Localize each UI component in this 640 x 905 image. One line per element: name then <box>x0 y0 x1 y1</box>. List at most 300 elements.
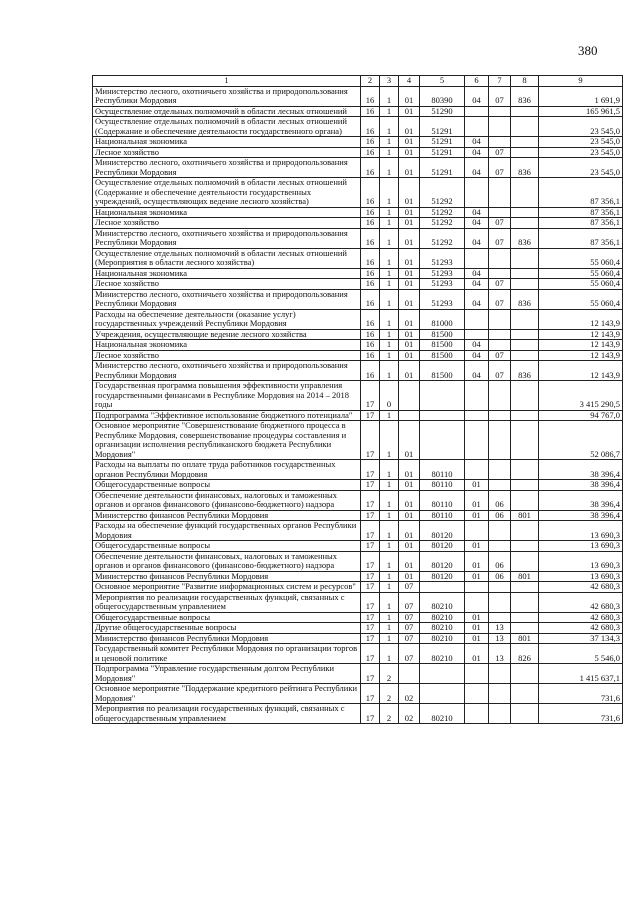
code-2-cell: 16 <box>361 147 380 158</box>
code-2-cell: 17 <box>361 704 380 724</box>
code-8-cell <box>511 381 539 411</box>
table-row <box>93 623 623 634</box>
code-2-cell: 17 <box>361 410 380 421</box>
code-6-cell: 01 <box>465 510 489 521</box>
table-row <box>93 361 623 381</box>
code-2-cell: 16 <box>361 248 380 268</box>
code-6-cell: 04 <box>465 137 489 148</box>
code-3-cell: 1 <box>380 592 399 612</box>
amount-cell: 3 415 290,5 <box>539 381 623 411</box>
item-name-cell: Государственный комитет Республики Мордовия по организации торгов и ценовой политике <box>93 644 361 664</box>
code-6-cell: 01 <box>465 612 489 623</box>
code-4-cell: 02 <box>399 684 420 704</box>
code-2-cell: 16 <box>361 340 380 351</box>
code-5-cell: 51292 <box>420 207 465 218</box>
code-5-cell: 51293 <box>420 248 465 268</box>
item-name-cell: Подпрограмма "Управление государственным долгом Республики Мордовия" <box>93 664 361 684</box>
code-7-cell <box>489 117 511 137</box>
code-7-cell: 13 <box>489 633 511 644</box>
amount-cell: 42 680,3 <box>539 623 623 634</box>
code-5-cell <box>420 684 465 704</box>
code-8-cell: 836 <box>511 86 539 106</box>
column-header: 4 <box>399 76 420 87</box>
code-7-cell: 07 <box>489 228 511 248</box>
code-5-cell: 51291 <box>420 147 465 158</box>
code-4-cell: 07 <box>399 582 420 593</box>
code-7-cell <box>489 309 511 329</box>
code-3-cell: 1 <box>380 571 399 582</box>
code-6-cell: 01 <box>465 551 489 571</box>
amount-cell: 1 415 637,1 <box>539 664 623 684</box>
item-name-cell: Общегосударственные вопросы <box>93 541 361 552</box>
code-8-cell <box>511 329 539 340</box>
code-7-cell <box>489 480 511 491</box>
code-5-cell: 51292 <box>420 178 465 208</box>
code-2-cell: 17 <box>361 460 380 480</box>
code-5-cell: 80210 <box>420 592 465 612</box>
code-8-cell: 826 <box>511 644 539 664</box>
code-5-cell: 80210 <box>420 644 465 664</box>
column-header: 6 <box>465 76 489 87</box>
code-7-cell: 13 <box>489 644 511 664</box>
code-5-cell: 51293 <box>420 268 465 279</box>
amount-cell: 12 143,9 <box>539 340 623 351</box>
item-name-cell: Министерство финансов Республики Мордовия <box>93 571 361 582</box>
amount-cell: 12 143,9 <box>539 361 623 381</box>
amount-cell: 55 060,4 <box>539 289 623 309</box>
code-5-cell <box>420 410 465 421</box>
table-body <box>93 86 623 724</box>
table-row <box>93 158 623 178</box>
item-name-cell: Расходы на обеспечение функций государственных органов Республики Мордовия <box>93 521 361 541</box>
code-2-cell: 17 <box>361 633 380 644</box>
code-8-cell <box>511 218 539 229</box>
code-3-cell: 1 <box>380 248 399 268</box>
code-4-cell: 01 <box>399 541 420 552</box>
code-4-cell: 07 <box>399 623 420 634</box>
column-header: 7 <box>489 76 511 87</box>
code-6-cell: 04 <box>465 279 489 290</box>
code-4-cell: 01 <box>399 340 420 351</box>
code-5-cell: 80120 <box>420 521 465 541</box>
code-2-cell: 16 <box>361 329 380 340</box>
code-6-cell: 04 <box>465 268 489 279</box>
code-6-cell <box>465 664 489 684</box>
code-7-cell: 07 <box>489 218 511 229</box>
code-5-cell: 80120 <box>420 571 465 582</box>
table-row <box>93 137 623 148</box>
code-5-cell: 80110 <box>420 480 465 491</box>
code-4-cell: 01 <box>399 158 420 178</box>
code-7-cell: 06 <box>489 510 511 521</box>
table-row <box>93 279 623 290</box>
code-6-cell <box>465 329 489 340</box>
code-6-cell <box>465 592 489 612</box>
code-2-cell: 16 <box>361 279 380 290</box>
item-name-cell: Лесное хозяйство <box>93 279 361 290</box>
code-6-cell <box>465 178 489 208</box>
item-name-cell: Лесное хозяйство <box>93 350 361 361</box>
item-name-cell: Основное мероприятие "Развитие информационных систем и ресурсов" <box>93 582 361 593</box>
code-7-cell: 07 <box>489 86 511 106</box>
code-2-cell: 17 <box>361 381 380 411</box>
code-5-cell: 80210 <box>420 633 465 644</box>
item-name-cell: Осуществление отдельных полномочий в области лесных отношений (Мероприятия в области лесного хозяйства) <box>93 248 361 268</box>
code-4-cell: 07 <box>399 612 420 623</box>
code-3-cell: 1 <box>380 480 399 491</box>
code-3-cell: 1 <box>380 623 399 634</box>
code-6-cell <box>465 410 489 421</box>
table-row <box>93 460 623 480</box>
column-header: 5 <box>420 76 465 87</box>
code-6-cell: 01 <box>465 541 489 552</box>
code-2-cell: 17 <box>361 664 380 684</box>
code-8-cell <box>511 582 539 593</box>
code-6-cell: 01 <box>465 571 489 582</box>
item-name-cell: Учреждения, осуществляющие ведение лесного хозяйства <box>93 329 361 340</box>
code-7-cell <box>489 410 511 421</box>
code-4-cell: 01 <box>399 350 420 361</box>
item-name-cell: Осуществление отдельных полномочий в области лесных отношений <box>93 106 361 117</box>
table-row <box>93 117 623 137</box>
code-7-cell <box>489 704 511 724</box>
code-3-cell: 1 <box>380 228 399 248</box>
item-name-cell: Государственная программа повышения эффективности управления государственными финансами в Республике Мордовия на 2014 – 2018 годы <box>93 381 361 411</box>
item-name-cell: Министерство лесного, охотничьего хозяйства и природопользования Республики Мордовия <box>93 228 361 248</box>
code-3-cell: 1 <box>380 644 399 664</box>
code-8-cell <box>511 106 539 117</box>
code-4-cell: 01 <box>399 248 420 268</box>
table-row <box>93 248 623 268</box>
amount-cell: 23 545,0 <box>539 117 623 137</box>
amount-cell: 87 356,1 <box>539 178 623 208</box>
code-7-cell <box>489 582 511 593</box>
code-4-cell: 01 <box>399 329 420 340</box>
budget-table <box>92 75 623 724</box>
table-row <box>93 381 623 411</box>
code-4-cell: 01 <box>399 309 420 329</box>
code-2-cell: 16 <box>361 361 380 381</box>
code-7-cell <box>489 612 511 623</box>
code-6-cell <box>465 106 489 117</box>
code-5-cell: 51291 <box>420 137 465 148</box>
code-3-cell: 1 <box>380 510 399 521</box>
amount-cell: 87 356,1 <box>539 228 623 248</box>
code-4-cell: 01 <box>399 218 420 229</box>
code-6-cell: 01 <box>465 480 489 491</box>
table-row <box>93 521 623 541</box>
code-5-cell: 81000 <box>420 309 465 329</box>
code-2-cell: 17 <box>361 541 380 552</box>
code-7-cell <box>489 664 511 684</box>
code-3-cell: 1 <box>380 551 399 571</box>
table-row <box>93 289 623 309</box>
code-6-cell <box>465 248 489 268</box>
code-2-cell: 17 <box>361 612 380 623</box>
code-3-cell: 0 <box>380 381 399 411</box>
code-3-cell: 1 <box>380 541 399 552</box>
code-3-cell: 1 <box>380 137 399 148</box>
amount-cell: 13 690,3 <box>539 521 623 541</box>
code-2-cell: 16 <box>361 289 380 309</box>
code-4-cell: 01 <box>399 86 420 106</box>
code-8-cell <box>511 521 539 541</box>
table-row <box>93 410 623 421</box>
code-6-cell: 01 <box>465 633 489 644</box>
amount-cell: 42 680,3 <box>539 592 623 612</box>
code-8-cell <box>511 490 539 510</box>
code-3-cell: 1 <box>380 218 399 229</box>
table-row <box>93 633 623 644</box>
code-2-cell: 16 <box>361 178 380 208</box>
code-7-cell: 06 <box>489 571 511 582</box>
code-7-cell: 07 <box>489 350 511 361</box>
code-8-cell <box>511 592 539 612</box>
code-3-cell: 1 <box>380 279 399 290</box>
table-row <box>93 664 623 684</box>
code-6-cell <box>465 421 489 460</box>
item-name-cell: Мероприятия по реализации государственных функций, связанных с общегосударственным управлением <box>93 704 361 724</box>
code-4-cell: 01 <box>399 178 420 208</box>
code-6-cell: 04 <box>465 218 489 229</box>
code-5-cell: 80210 <box>420 623 465 634</box>
code-6-cell: 04 <box>465 340 489 351</box>
amount-cell: 42 680,3 <box>539 582 623 593</box>
code-3-cell: 2 <box>380 664 399 684</box>
code-8-cell: 836 <box>511 289 539 309</box>
amount-cell: 23 545,0 <box>539 147 623 158</box>
code-5-cell <box>420 582 465 593</box>
code-3-cell: 1 <box>380 147 399 158</box>
item-name-cell: Обеспечение деятельности финансовых, налоговых и таможенных органов и органов финансового (финансово-бюджетного) надзора <box>93 551 361 571</box>
item-name-cell: Национальная экономика <box>93 207 361 218</box>
code-3-cell: 1 <box>380 612 399 623</box>
code-7-cell: 07 <box>489 361 511 381</box>
code-6-cell <box>465 117 489 137</box>
amount-cell: 165 961,5 <box>539 106 623 117</box>
code-2-cell: 17 <box>361 490 380 510</box>
code-5-cell: 81500 <box>420 350 465 361</box>
item-name-cell: Мероприятия по реализации государственных функций, связанных с общегосударственным управлением <box>93 592 361 612</box>
code-4-cell: 01 <box>399 279 420 290</box>
code-5-cell: 51292 <box>420 218 465 229</box>
code-8-cell <box>511 350 539 361</box>
table-row <box>93 582 623 593</box>
item-name-cell: Другие общегосударственные вопросы <box>93 623 361 634</box>
amount-cell: 1 691,9 <box>539 86 623 106</box>
table-row <box>93 106 623 117</box>
code-2-cell: 16 <box>361 207 380 218</box>
code-4-cell <box>399 410 420 421</box>
code-8-cell <box>511 541 539 552</box>
code-7-cell <box>489 521 511 541</box>
code-8-cell: 836 <box>511 361 539 381</box>
amount-cell: 55 060,4 <box>539 268 623 279</box>
code-6-cell: 01 <box>465 644 489 664</box>
code-5-cell: 51293 <box>420 289 465 309</box>
code-5-cell: 81500 <box>420 340 465 351</box>
amount-cell: 731,6 <box>539 684 623 704</box>
code-2-cell: 16 <box>361 158 380 178</box>
code-2-cell: 17 <box>361 421 380 460</box>
code-8-cell: 836 <box>511 228 539 248</box>
code-4-cell: 01 <box>399 361 420 381</box>
code-4-cell: 07 <box>399 633 420 644</box>
table-row <box>93 704 623 724</box>
amount-cell: 12 143,9 <box>539 350 623 361</box>
table-row <box>93 178 623 208</box>
code-7-cell <box>489 421 511 460</box>
code-4-cell: 01 <box>399 289 420 309</box>
code-5-cell <box>420 381 465 411</box>
code-2-cell: 16 <box>361 117 380 137</box>
code-7-cell: 06 <box>489 490 511 510</box>
code-8-cell <box>511 340 539 351</box>
column-header: 9 <box>539 76 623 87</box>
item-name-cell: Расходы на обеспечение деятельности (оказание услуг) государственных учреждений Республики Мордовия <box>93 309 361 329</box>
amount-cell: 38 396,4 <box>539 490 623 510</box>
code-8-cell <box>511 421 539 460</box>
code-4-cell <box>399 664 420 684</box>
code-3-cell: 1 <box>380 178 399 208</box>
code-7-cell <box>489 137 511 148</box>
item-name-cell: Подпрограмма "Эффективное использование бюджетного потенциала" <box>93 410 361 421</box>
amount-cell: 23 545,0 <box>539 158 623 178</box>
code-3-cell: 1 <box>380 207 399 218</box>
code-3-cell: 1 <box>380 410 399 421</box>
code-5-cell <box>420 664 465 684</box>
item-name-cell: Министерство лесного, охотничьего хозяйства и природопользования Республики Мордовия <box>93 361 361 381</box>
table-row <box>93 510 623 521</box>
code-6-cell: 04 <box>465 361 489 381</box>
code-2-cell: 17 <box>361 644 380 664</box>
code-6-cell: 04 <box>465 147 489 158</box>
table-row <box>93 551 623 571</box>
code-5-cell: 80120 <box>420 541 465 552</box>
code-6-cell: 04 <box>465 158 489 178</box>
code-8-cell: 801 <box>511 510 539 521</box>
code-4-cell: 01 <box>399 571 420 582</box>
table-row <box>93 421 623 460</box>
code-7-cell <box>489 592 511 612</box>
code-7-cell: 13 <box>489 623 511 634</box>
table-row <box>93 268 623 279</box>
code-7-cell <box>489 178 511 208</box>
amount-cell: 38 396,4 <box>539 480 623 491</box>
code-8-cell <box>511 137 539 148</box>
code-8-cell <box>511 704 539 724</box>
amount-cell: 52 086,7 <box>539 421 623 460</box>
code-2-cell: 16 <box>361 86 380 106</box>
table-row <box>93 541 623 552</box>
amount-cell: 38 396,4 <box>539 460 623 480</box>
code-7-cell <box>489 381 511 411</box>
code-8-cell <box>511 410 539 421</box>
code-6-cell: 04 <box>465 207 489 218</box>
code-3-cell: 2 <box>380 684 399 704</box>
code-3-cell: 2 <box>380 704 399 724</box>
item-name-cell: Общегосударственные вопросы <box>93 480 361 491</box>
code-5-cell: 51290 <box>420 106 465 117</box>
item-name-cell: Национальная экономика <box>93 137 361 148</box>
code-3-cell: 1 <box>380 582 399 593</box>
code-2-cell: 17 <box>361 582 380 593</box>
code-6-cell: 04 <box>465 86 489 106</box>
table-row <box>93 309 623 329</box>
code-4-cell: 01 <box>399 510 420 521</box>
code-4-cell: 01 <box>399 207 420 218</box>
code-4-cell: 01 <box>399 106 420 117</box>
amount-cell: 38 396,4 <box>539 510 623 521</box>
code-7-cell <box>489 207 511 218</box>
code-5-cell: 81500 <box>420 361 465 381</box>
code-7-cell <box>489 106 511 117</box>
code-8-cell <box>511 551 539 571</box>
code-4-cell: 01 <box>399 137 420 148</box>
code-8-cell <box>511 117 539 137</box>
code-5-cell: 51292 <box>420 228 465 248</box>
code-7-cell <box>489 329 511 340</box>
code-3-cell: 1 <box>380 158 399 178</box>
item-name-cell: Общегосударственные вопросы <box>93 612 361 623</box>
table-row <box>93 207 623 218</box>
amount-cell: 55 060,4 <box>539 248 623 268</box>
code-3-cell: 1 <box>380 460 399 480</box>
table-row <box>93 684 623 704</box>
code-6-cell <box>465 521 489 541</box>
table-row <box>93 86 623 106</box>
code-4-cell: 01 <box>399 268 420 279</box>
item-name-cell: Министерство лесного, охотничьего хозяйства и природопользования Республики Мордовия <box>93 158 361 178</box>
code-4-cell: 01 <box>399 117 420 137</box>
code-2-cell: 16 <box>361 137 380 148</box>
amount-cell: 55 060,4 <box>539 279 623 290</box>
table-row <box>93 228 623 248</box>
table-row <box>93 329 623 340</box>
code-2-cell: 17 <box>361 623 380 634</box>
header-row <box>93 76 623 87</box>
code-6-cell: 04 <box>465 350 489 361</box>
code-6-cell <box>465 684 489 704</box>
table-row <box>93 350 623 361</box>
amount-cell: 13 690,3 <box>539 551 623 571</box>
code-7-cell <box>489 460 511 480</box>
code-5-cell: 80390 <box>420 86 465 106</box>
column-header: 3 <box>380 76 399 87</box>
code-4-cell: 07 <box>399 592 420 612</box>
code-4-cell: 01 <box>399 480 420 491</box>
code-5-cell: 51293 <box>420 279 465 290</box>
amount-cell: 23 545,0 <box>539 137 623 148</box>
code-6-cell <box>465 582 489 593</box>
code-7-cell: 07 <box>489 147 511 158</box>
code-6-cell: 01 <box>465 490 489 510</box>
amount-cell: 12 143,9 <box>539 329 623 340</box>
code-6-cell <box>465 460 489 480</box>
code-8-cell: 801 <box>511 571 539 582</box>
code-2-cell: 17 <box>361 510 380 521</box>
code-2-cell: 17 <box>361 684 380 704</box>
table-row <box>93 340 623 351</box>
code-5-cell: 51291 <box>420 158 465 178</box>
code-4-cell: 01 <box>399 421 420 460</box>
code-4-cell: 01 <box>399 147 420 158</box>
code-8-cell <box>511 248 539 268</box>
code-2-cell: 16 <box>361 268 380 279</box>
page-number: 380 <box>578 43 598 58</box>
code-8-cell <box>511 612 539 623</box>
code-3-cell: 1 <box>380 521 399 541</box>
